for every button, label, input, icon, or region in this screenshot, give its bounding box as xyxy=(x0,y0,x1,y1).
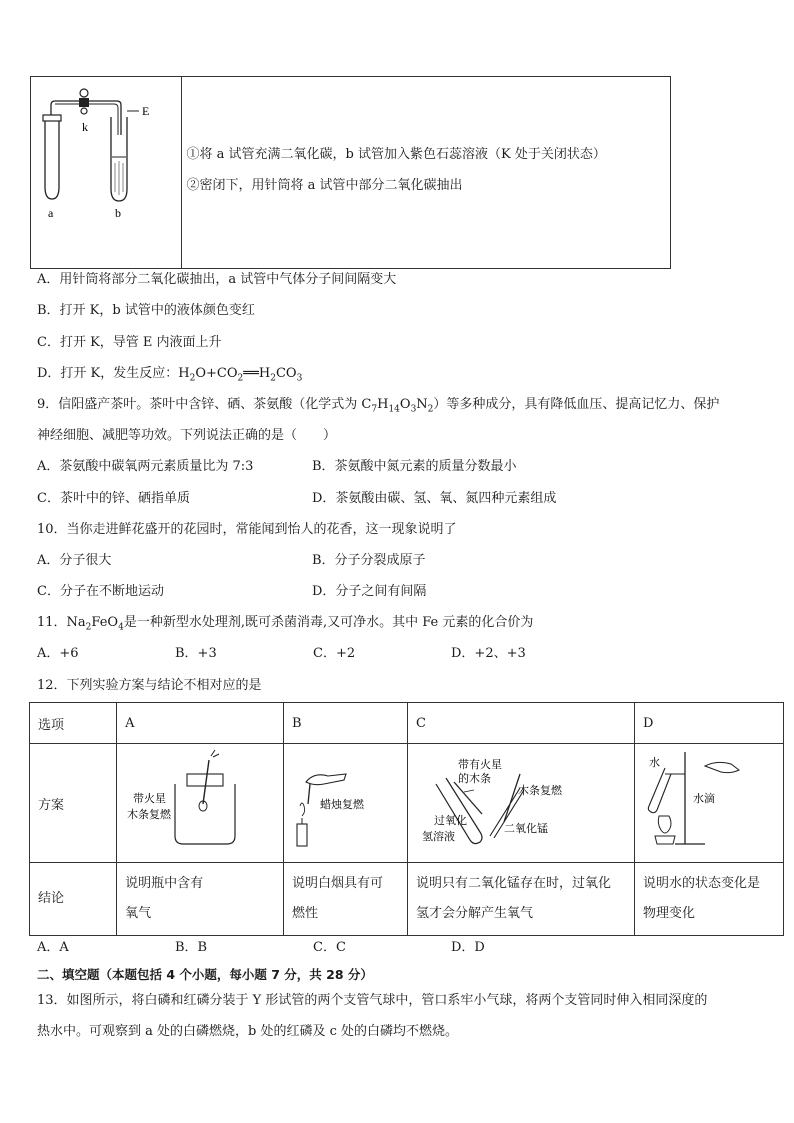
q9-option-a: A．茶氨酸中碳氧两元素质量比为 7:3 xyxy=(37,459,254,474)
q8-apparatus-figure xyxy=(31,77,181,264)
q12-option-b: B．B xyxy=(175,940,208,955)
q12-figure-b xyxy=(284,744,407,858)
q9-option-b: B．茶氨酸中氮元素的质量分数最小 xyxy=(312,459,517,474)
q12-c-text4: 过氧化 xyxy=(433,814,467,827)
q12-option-c: C．C xyxy=(313,940,346,955)
q12-option-a: A．A xyxy=(37,940,69,955)
q8-option-d: D．打开 K，发生反应：$H_2O+CO_2══H_2CO_3$ xyxy=(37,366,303,384)
q11-option-b: B．+3 xyxy=(175,646,217,661)
q12-c-text3: 木条复燃 xyxy=(517,784,562,797)
q12-conclusion-c: 说明只有二氧化锰存在时，过氧化 氢才会分解产生氧气 xyxy=(407,863,634,936)
q8-option-c: C．打开 K，导管 E 内液面上升 xyxy=(37,335,222,350)
q8-label-k: k xyxy=(82,120,88,134)
q12-header-a: A xyxy=(117,703,284,744)
q12-c-text2: 的木条 xyxy=(457,772,491,785)
q12-plan-a xyxy=(117,744,284,863)
q10-stem: 10．当你走进鲜花盛开的花园时，常能闻到怡人的花香，这一现象说明了 xyxy=(37,522,457,537)
q8-label-e: E xyxy=(142,104,150,118)
q12-figure-c xyxy=(408,744,634,858)
q8-option-b: B．打开 K，b 试管中的液体颜色变红 xyxy=(37,303,255,318)
q12-c-text1: 带有火星 xyxy=(457,758,502,771)
q12-conclusion-a: 说明瓶中含有 氧气 xyxy=(117,863,284,936)
q12-a-text2: 木条复燃 xyxy=(127,808,172,821)
q10-option-b: B．分子分裂成原子 xyxy=(312,553,426,568)
q8-figure-cell xyxy=(31,77,182,269)
q12-row-plan-label: 方案 xyxy=(30,744,117,863)
q10-option-d: D．分子之间有间隔 xyxy=(312,584,427,599)
q12-header-d: D xyxy=(635,703,784,744)
q9-stem-line1: 9．信阳盛产茶叶。茶叶中含锌、硒、茶氨酸（化学式为 $C_7H_{14}O_3N_2$）等多种成分，具有降低血压、提高记忆力、保护 xyxy=(37,397,720,415)
q8-table xyxy=(30,76,671,269)
q8-steps-cell xyxy=(182,77,671,269)
q9-option-d: D．茶氨酸由碳、氢、氧、氮四种元素组成 xyxy=(312,491,557,506)
q10-option-c: C．分子在不断地运动 xyxy=(37,584,164,599)
q12-figure-a xyxy=(117,744,282,858)
q9-stem-line2: 神经细胞、减肥等功效。下列说法正确的是（ ） xyxy=(37,428,337,443)
q12-figure-d xyxy=(635,744,783,858)
q12-c-text5: 氢溶液 xyxy=(421,830,455,843)
q13-line2: 热水中。可观察到 a 处的白磷燃烧，b 处的红磷及 c 处的白磷均不燃烧。 xyxy=(37,1024,459,1039)
q12-d-text2: 水滴 xyxy=(693,792,715,805)
q12-table xyxy=(29,702,784,936)
q12-stem: 12．下列实验方案与结论不相对应的是 xyxy=(37,678,262,693)
q12-option-d: D．D xyxy=(451,940,485,955)
q8-label-a: a xyxy=(48,206,54,220)
q11-option-a: A．+6 xyxy=(37,646,79,661)
q13-line1: 13．如图所示，将白磷和红磷分装于 Y 形试管的两个支管气球中，管口系牢小气球，将两个支管同时伸入相同深度的 xyxy=(37,993,708,1008)
q12-plan-c xyxy=(407,744,634,863)
q12-a-text1: 带火星 xyxy=(133,792,167,805)
q12-plan-b xyxy=(283,744,407,863)
q12-header-option: 选项 xyxy=(30,703,117,744)
section2-heading: 二、填空题（本题包括 4 个小题，每小题 7 分，共 28 分） xyxy=(37,967,373,982)
q12-c-text6: 二氧化锰 xyxy=(503,822,548,835)
q12-row-conclusion-label: 结论 xyxy=(30,863,117,936)
q12-b-text1: 蜡烛复燃 xyxy=(319,798,364,811)
q12-conclusion-d: 说明水的状态变化是 物理变化 xyxy=(635,863,784,936)
q12-header-b: B xyxy=(283,703,407,744)
q12-header-c: C xyxy=(407,703,634,744)
q8-option-a: A．用针筒将部分二氧化碳抽出，a 试管中气体分子间间隔变大 xyxy=(37,272,397,287)
q11-option-c: C．+2 xyxy=(313,646,356,661)
q8-label-b: b xyxy=(115,206,121,220)
q9-option-c: C．茶叶中的锌、硒指单质 xyxy=(37,491,190,506)
q12-d-text1: 水 xyxy=(649,756,660,769)
q12-conclusion-b: 说明白烟具有可 燃性 xyxy=(283,863,407,936)
q8-step1: ①将 a 试管充满二氧化碳，b 试管加入紫色石蕊溶液（K 处于关闭状态） xyxy=(186,146,606,162)
q11-stem: 11．$Na_2FeO_4$是一种新型水处理剂,既可杀菌消毒,又可净水。其中 Fe 元素的化合价为 xyxy=(37,615,534,633)
q8-step2: ②密闭下，用针筒将 a 试管中部分二氧化碳抽出 xyxy=(186,177,463,193)
q11-option-d: D．+2、+3 xyxy=(451,646,526,661)
q10-option-a: A．分子很大 xyxy=(37,553,112,568)
q12-plan-d xyxy=(635,744,784,863)
